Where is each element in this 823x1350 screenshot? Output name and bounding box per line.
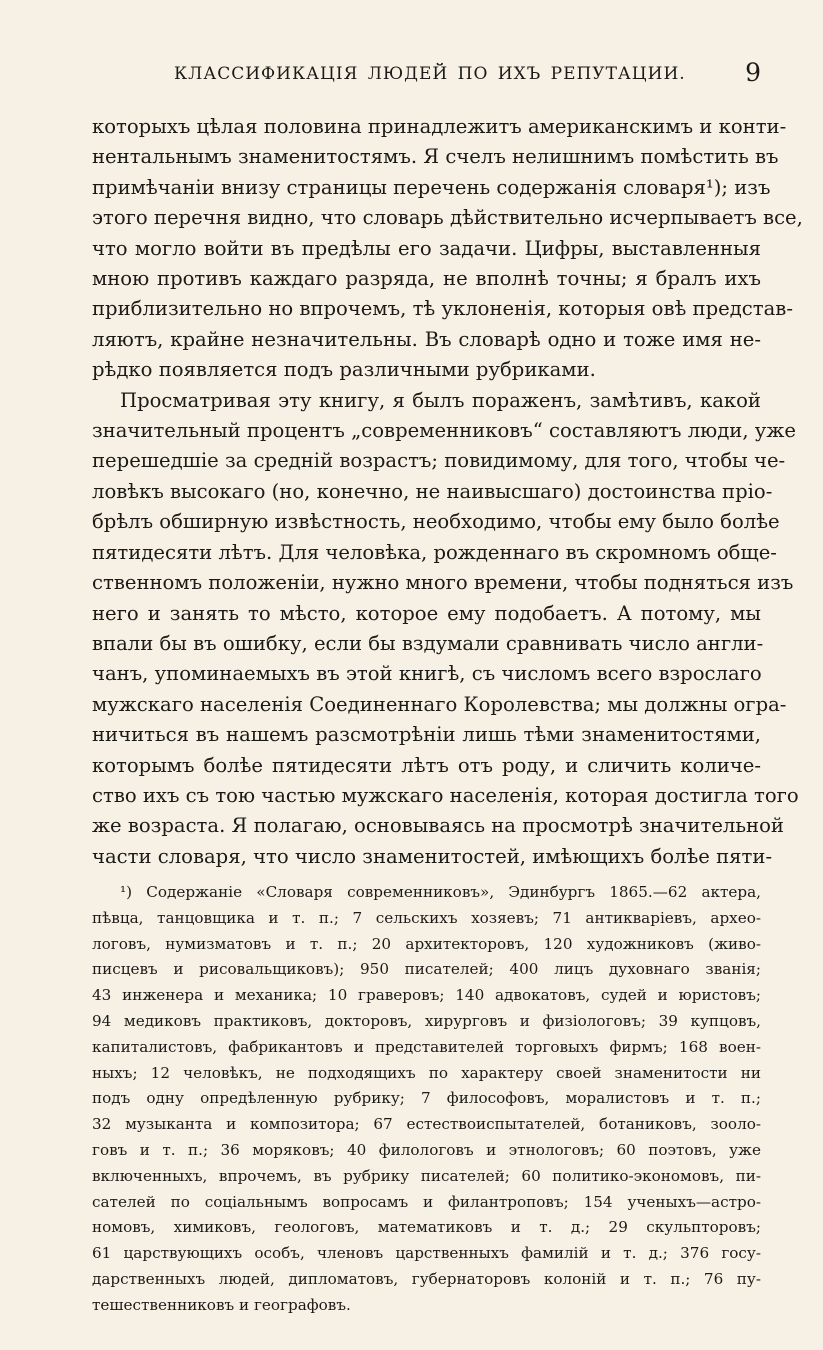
- text-line: чанъ, упоминаемыхъ въ этой книгѣ, съ числомъ всего взрослаго: [92, 662, 762, 686]
- text-line: ничиться въ нашемъ разсмотрѣніи лишь тѣми знаменитостями,: [92, 723, 761, 747]
- text-line: ныхъ; 12 человѣкъ, не подходящихъ по характеру своей знаменитости ни: [92, 1063, 761, 1082]
- paragraph-2: [92, 386, 799, 873]
- text-line: писцевъ и рисовальщиковъ); 950 писателей; 400 лицъ духовнаго званія;: [92, 960, 761, 979]
- text-line: пѣвца, танцовщика и т. п.; 7 сельскихъ хозяевъ; 71 антикваріевъ, археo-: [92, 908, 761, 927]
- text-line: примѣчаніи внизу страницы перечень содержанія словаря¹); изъ: [92, 175, 771, 199]
- text-line: пятидесяти лѣтъ. Для человѣка, рожденнаго въ скромномъ обще-: [92, 540, 777, 564]
- text-line: мужскаго населенія Соединеннаго Королевства; мы должны огра-: [92, 692, 787, 716]
- text-line: ¹) Содержаніе «Словаря современниковъ», Эдинбургъ 1865.—62 актера,: [120, 883, 761, 901]
- text-line: 43 инженера и механика; 10 граверовъ; 140 адвокатовъ, судей и юристовъ;: [92, 986, 761, 1005]
- text-line: ственномъ положеніи, нужно много времени, чтобы подняться изъ: [92, 571, 794, 595]
- paragraph-1: [92, 112, 803, 386]
- text-line: сателей по соціальнымъ вопросамъ и филантроповъ; 154 ученыхъ—астро-: [92, 1192, 761, 1211]
- page-header: [92, 58, 761, 94]
- text-line: говъ и т. п.; 36 моряковъ; 40 филологовъ и этнологовъ; 60 поэтовъ, уже: [92, 1140, 761, 1159]
- text-line: части словаря, что число знаменитостей, имѣющихъ болѣе пяти-: [92, 844, 773, 868]
- text-line: приблизительно но впрочемъ, тѣ уклоненія, которыя овѣ представ-: [92, 297, 793, 321]
- text-line: же возраста. Я полагаю, основываясь на просмотрѣ значительной: [92, 814, 784, 838]
- text-line: подъ одну опредѣленную рубрику; 7 философовъ, моралистовъ и т. п.;: [92, 1089, 761, 1108]
- text-line: значительный процентъ „современниковъ“ составляютъ люди, уже: [92, 419, 796, 443]
- text-line: капиталистовъ, фабрикантовъ и представителей торговыхъ фирмъ; 168 воен-: [92, 1037, 761, 1056]
- text-line: рѣдко появляется подъ различными рубриками.: [92, 358, 596, 382]
- text-line: номовъ, химиковъ, геологовъ, математиковъ и т. д.; 29 скульпторовъ;: [92, 1218, 761, 1237]
- text-line: 61 царствующихъ особъ, членовъ царственныхъ фамилій и т. д.; 376 госу-: [92, 1244, 761, 1263]
- text-line: тешественниковъ и географовъ.: [92, 1295, 351, 1314]
- text-line: которымъ болѣе пятидесяти лѣтъ отъ роду, и сличить количе-: [92, 753, 761, 777]
- main-text: [92, 112, 803, 872]
- text-line: ляютъ, крайне незначительны. Въ словарѣ одно и тоже имя не-: [92, 327, 761, 351]
- text-line: что могло войти въ предѣлы его задачи. Цифры, выставленныя: [92, 236, 761, 260]
- text-line: мною противъ каждаго разряда, не вполнѣ точны; я бралъ ихъ: [92, 267, 761, 291]
- running-title: КЛАССИФИКАЦІЯ ЛЮДЕЙ ПО ИХЪ РЕПУТАЦИИ.: [174, 64, 686, 84]
- text-line: 32 музыканта и композитора; 67 естествоиспытателей, ботаниковъ, зооло-: [92, 1115, 761, 1134]
- footnote: [92, 880, 761, 1319]
- text-line: него и занять то мѣсто, которое ему подобаетъ. А потому, мы: [92, 601, 761, 625]
- text-line: логовъ, нумизматовъ и т. п.; 20 архитекторовъ, 120 художниковъ (живо-: [92, 934, 761, 953]
- text-line: брѣлъ обширную извѣстность, необходимо, чтобы ему было болѣе: [92, 510, 780, 534]
- text-line: включенныхъ, впрочемъ, въ рубрику писателей; 60 политико-экономовъ, пи-: [92, 1166, 761, 1185]
- text-line: ство ихъ съ тою частью мужскаго населенія, которая достигла того: [92, 783, 799, 807]
- text-line: Просматривая эту книгу, я былъ пораженъ, замѣтивъ, какой: [120, 388, 761, 412]
- text-line: этого перечня видно, что словарь дѣйствительно исчерпываетъ все,: [92, 206, 803, 230]
- text-line: перешедшіе за среднiй возрастъ; повидимому, для того, чтобы че-: [92, 449, 786, 473]
- text-line: которыхъ цѣлая половина принадлежитъ американскимъ и конти-: [92, 115, 787, 138]
- page-number: 9: [745, 58, 761, 87]
- text-line: нентальнымъ знаменитостямъ. Я счелъ нелишнимъ помѣстить въ: [92, 145, 779, 169]
- text-line: впали бы въ ошибку, если бы вздумали сравнивать число англи-: [92, 631, 764, 655]
- text-line: 94 медиковъ практиковъ, докторовъ, хирурговъ и физіологовъ; 39 купцовъ,: [92, 1011, 761, 1030]
- text-line: дарственныхъ людей, дипломатовъ, губернаторовъ колоній и т. п.; 76 пу-: [92, 1269, 761, 1288]
- text-line: ловѣкъ высокаго (но, конечно, не наивысшаго) достоинства пріо-: [92, 479, 773, 503]
